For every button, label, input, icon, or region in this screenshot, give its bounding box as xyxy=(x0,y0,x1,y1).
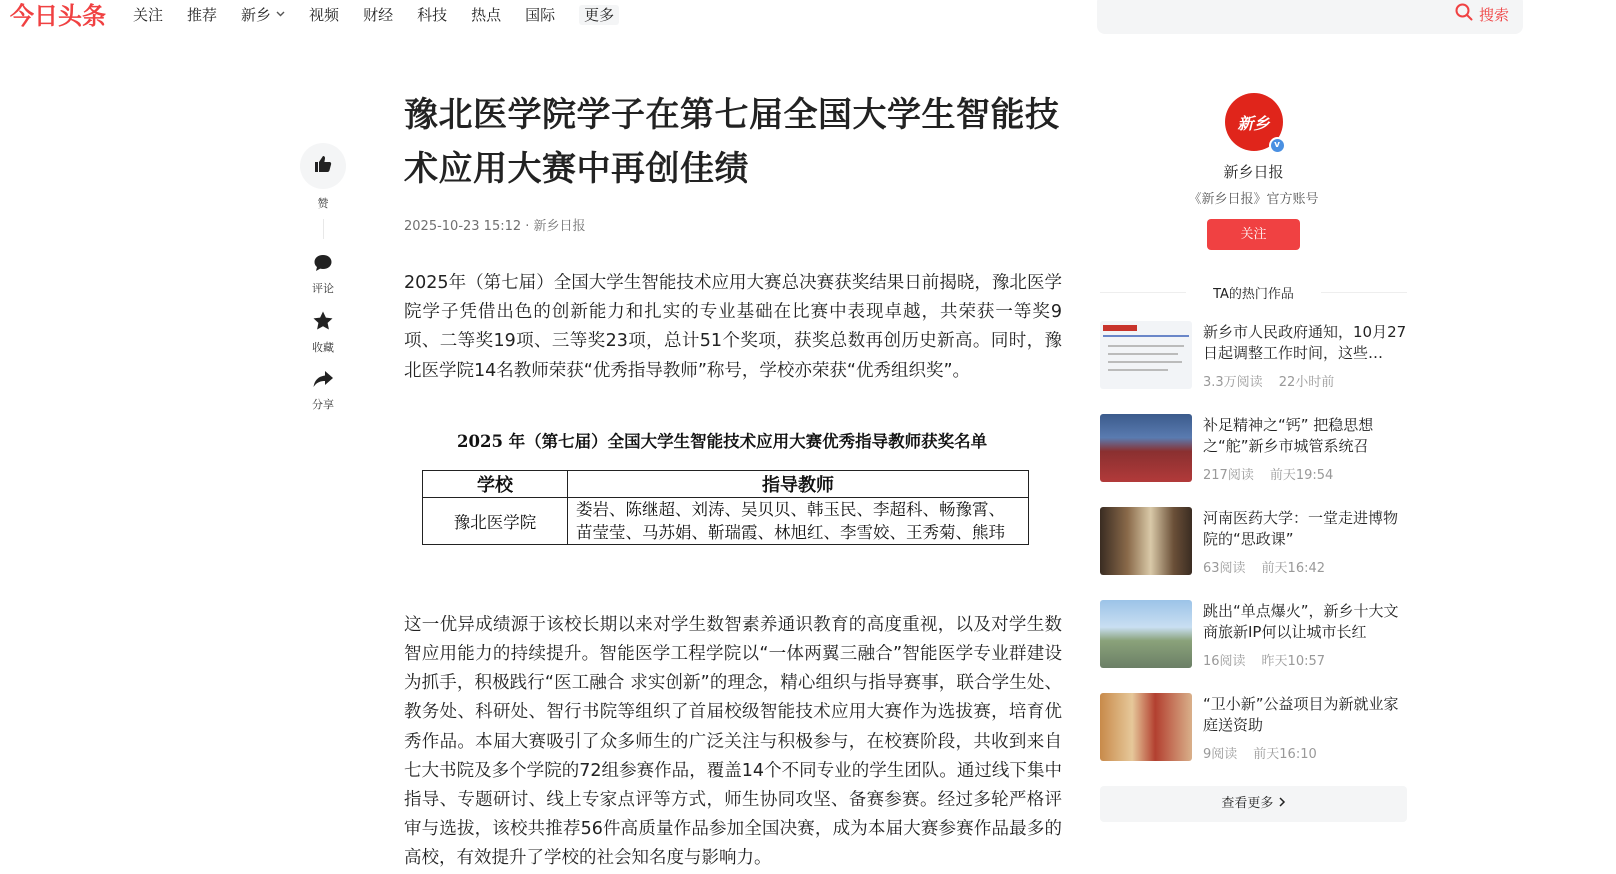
thumbs-up-icon xyxy=(313,154,333,178)
hot-meta xyxy=(1203,557,1407,576)
see-more-label: 查看更多 xyxy=(1221,796,1274,811)
nav-item-hot[interactable] xyxy=(471,5,501,25)
comment-label: 评论 xyxy=(312,282,334,295)
star-icon xyxy=(312,310,334,336)
read-count: 217阅读 xyxy=(1203,468,1254,483)
avatar[interactable] xyxy=(1225,93,1283,151)
read-count: 16阅读 xyxy=(1203,654,1246,669)
publish-time: 前天16:10 xyxy=(1253,747,1317,762)
share-label: 分享 xyxy=(312,398,334,411)
hot-meta xyxy=(1203,371,1407,390)
rail-divider xyxy=(323,219,324,239)
list-item[interactable] xyxy=(1100,321,1407,414)
like-label: 赞 xyxy=(317,197,329,210)
nav-item-video[interactable] xyxy=(309,5,339,25)
read-count: 9阅读 xyxy=(1203,747,1238,762)
read-count: 3.3万阅读 xyxy=(1203,375,1263,390)
teachers-line: 苗莹莹、马苏娟、靳瑞霞、林旭红、李雪姣、王秀菊、熊玮 xyxy=(576,522,1005,542)
search-button[interactable] xyxy=(1455,3,1509,25)
list-item[interactable] xyxy=(1100,414,1407,507)
thumbnail-meeting-hall xyxy=(1100,414,1192,482)
comment-icon xyxy=(313,253,333,277)
like-button[interactable] xyxy=(300,143,346,189)
hot-meta xyxy=(1203,743,1407,762)
channel-nav xyxy=(133,5,643,25)
site-logo[interactable]: 今日头条 xyxy=(10,2,106,30)
nav-item-more[interactable] xyxy=(579,5,619,25)
table-header-teachers: 指导教师 xyxy=(568,470,1029,497)
see-more-button[interactable] xyxy=(1100,786,1407,822)
list-item[interactable] xyxy=(1100,600,1407,693)
follow-button[interactable]: 关注 xyxy=(1207,219,1300,250)
hot-headline: 补足精神之“钙” 把稳思想之“舵”新乡市城管系统召 xyxy=(1203,416,1374,455)
newspaper-logo-icon: 新乡 xyxy=(1237,113,1270,133)
chevron-down-icon xyxy=(276,5,285,25)
hot-works-list xyxy=(1100,321,1407,786)
nav-label: 热点 xyxy=(471,6,502,24)
nav-label: 视频 xyxy=(309,6,340,24)
publish-time: 22小时前 xyxy=(1278,375,1335,390)
table-cell-teachers xyxy=(568,497,1029,544)
search-label: 搜索 xyxy=(1478,5,1509,24)
publish-time: 昨天10:57 xyxy=(1261,654,1326,669)
publish-time: 前天19:54 xyxy=(1269,468,1334,483)
table-header-school: 学校 xyxy=(423,470,568,497)
nav-item-finance[interactable] xyxy=(363,5,393,25)
nav-label: 财经 xyxy=(363,6,394,24)
thumbnail-museum xyxy=(1100,507,1192,575)
nav-item-tech[interactable] xyxy=(417,5,447,25)
nav-label: 国际 xyxy=(525,6,556,24)
nav-item-follow[interactable] xyxy=(133,5,163,25)
article-meta: 2025-10-23 15:12 · 新乡日报 xyxy=(404,219,586,234)
hot-headline: 河南医药大学：一堂走进博物院的“思政课” xyxy=(1203,509,1399,548)
teachers-line: 娄岩、陈继超、刘涛、吴贝贝、韩玉民、李超科、畅豫霄、 xyxy=(576,499,1005,519)
nav-label: 关注 xyxy=(133,6,164,24)
nav-item-recommend[interactable] xyxy=(187,5,217,25)
thumbnail-document xyxy=(1100,321,1192,389)
article-image-award-list[interactable] xyxy=(404,418,1062,558)
author-card xyxy=(1100,93,1407,250)
share-button[interactable] xyxy=(300,369,346,412)
favorite-button[interactable] xyxy=(300,310,346,355)
publish-time: 前天16:42 xyxy=(1261,561,1326,576)
hot-headline: “卫小新”公益项目为新就业家庭送资助 xyxy=(1203,695,1399,734)
list-item[interactable] xyxy=(1100,507,1407,600)
nav-label: 推荐 xyxy=(187,6,218,24)
favorite-label: 收藏 xyxy=(312,341,334,354)
author-name[interactable]: 新乡日报 xyxy=(1223,163,1284,181)
thumbnail-city-view xyxy=(1100,600,1192,668)
share-icon xyxy=(312,369,334,393)
top-nav-bar xyxy=(0,0,1616,36)
article-title: 豫北医学院学子在第七届全国大学生智能技术应用大赛中再创佳绩 xyxy=(404,95,1060,189)
hot-meta xyxy=(1203,650,1407,669)
table-cell-school: 豫北医学院 xyxy=(423,497,568,544)
article-paragraph: 2025年（第七届）全国大学生智能技术应用大赛总决赛获奖结果日前揭晓，豫北医学院学子凭借出色的创新能力和扎实的专业基础在比赛中表现卓越，共荣获一等奖9项、二等奖19项、三等奖23项，总计51个奖项，获奖总数再创历史新高。同时，豫北医学院14名教师荣获“优秀指导教师”称号，学校亦荣获“优秀组织奖”。 xyxy=(404,273,1062,381)
nav-label: 科技 xyxy=(417,6,448,24)
figure-title: 2025 年（第七届）全国大学生智能技术应用大赛优秀指导教师获奖名单 xyxy=(457,431,988,451)
award-table xyxy=(422,470,1029,545)
comment-button[interactable] xyxy=(300,253,346,296)
article-action-rail xyxy=(300,143,346,412)
nav-label: 更多 xyxy=(584,6,615,24)
author-description: 《新乡日报》官方账号 xyxy=(1188,192,1319,207)
hot-headline: 新乡市人民政府通知，10月27日起调整工作时间，这些… xyxy=(1203,323,1407,362)
list-item[interactable] xyxy=(1100,693,1407,786)
hot-headline: 跳出“单点爆火”，新乡十大文商旅新IP何以让城市长红 xyxy=(1203,602,1399,641)
read-count: 63阅读 xyxy=(1203,561,1246,576)
nav-item-local[interactable] xyxy=(241,5,285,25)
verified-badge-icon: v xyxy=(1269,137,1286,154)
nav-label: 新乡 xyxy=(241,6,272,24)
hot-works-title: TA的热门作品 xyxy=(1100,283,1407,302)
search-icon xyxy=(1455,3,1479,25)
article-paragraph: 这一优异成绩源于该校长期以来对学生数智素养通识教育的高度重视，以及对学生数智应用能力的持续提升。智能医学工程学院以“一体两翼三融合”智能医学专业群建设为抓手，积极践行“医工融合 求实创新”的理念，精心组织与指导赛事，联合学生处、教务处、科研处、智行书院等组织了首届校级智能技术应用大赛作为选拔赛，培育优秀作品。本届大赛吸引了众多师生的广泛关注与积极参与，在校赛阶段，共收到来自七大书院及多个学院的72组参赛作品，覆盖14个不同专业的学生团队。通过线下集中指导、专题研讨、线上专家点评等方式，师生协同攻坚、备赛参赛。经过多轮严格评审与选拔，该校共推荐56件高质量作品参加全国决赛，成为本届大赛参赛作品最多的高校，有效提升了学校的社会知名度与影响力。 xyxy=(404,614,1062,869)
article xyxy=(404,88,1062,874)
thumbnail-home-visit xyxy=(1100,693,1192,761)
chevron-right-icon xyxy=(1278,796,1286,811)
nav-item-world[interactable] xyxy=(525,5,555,25)
hot-meta xyxy=(1203,464,1407,483)
search-input[interactable] xyxy=(1097,0,1523,34)
